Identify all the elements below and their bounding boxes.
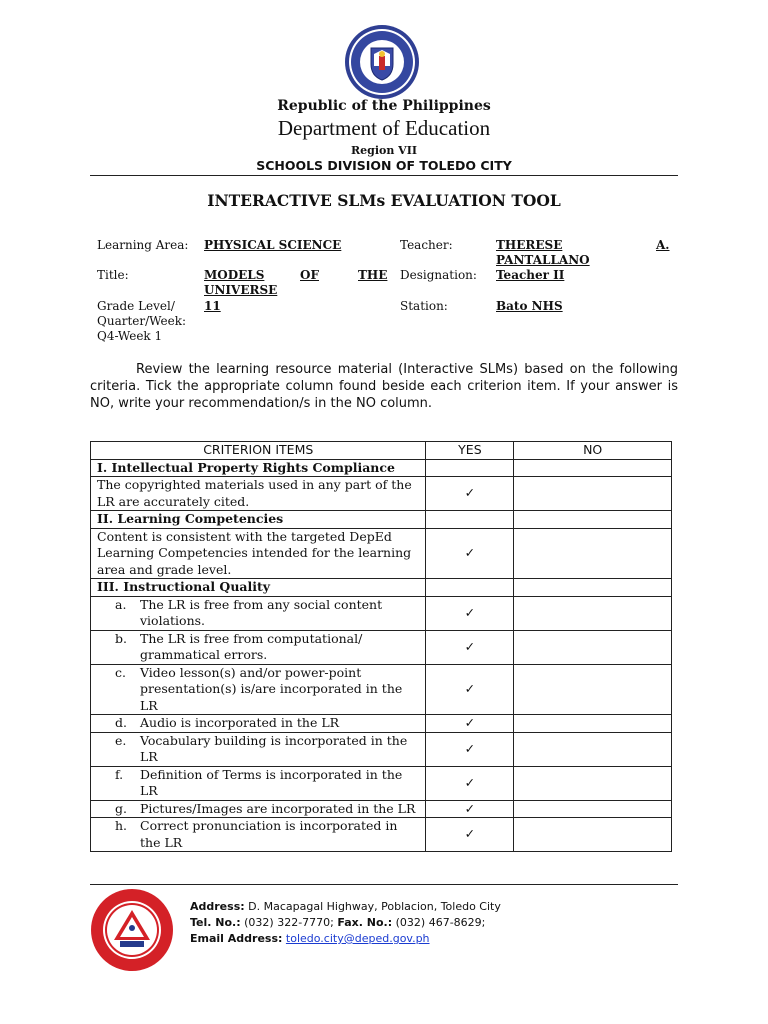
yes-check-cell[interactable] (426, 732, 514, 766)
department-heading: Department of Education (277, 116, 491, 140)
no-cell[interactable] (514, 766, 672, 800)
section-title: I. Intellectual Property Rights Compliance (91, 459, 426, 477)
criterion-text: Audio is incorporated in the LR (140, 715, 340, 730)
no-cell[interactable] (514, 459, 672, 477)
no-cell[interactable] (514, 818, 672, 852)
email-line (190, 931, 501, 947)
designation-value: Teacher II (496, 268, 565, 282)
yes-check-cell[interactable] (426, 528, 514, 579)
station-value: Bato NHS (496, 299, 563, 313)
grade-label-line-1: Grade Level/ (97, 299, 175, 313)
criterion-cell (91, 800, 426, 818)
header-yes: YES (426, 442, 514, 460)
no-cell[interactable] (514, 511, 672, 529)
criterion-text: The LR is free from computational/ grammatical errors. (140, 630, 363, 662)
address-value: D. Macapagal Highway, Poblacion, Toledo City (248, 900, 501, 913)
document-title: INTERACTIVE SLMs EVALUATION TOOL (207, 191, 561, 210)
header-criterion-items: CRITERION ITEMS (91, 442, 426, 460)
no-cell[interactable] (514, 800, 672, 818)
table-row (91, 766, 672, 800)
item-letter: d. (115, 715, 127, 730)
criterion-cell (91, 664, 426, 715)
title-label: Title: (97, 268, 129, 282)
check-mark-icon: ✓ (464, 638, 476, 654)
check-mark-icon: ✓ (464, 800, 476, 816)
item-letter: g. (115, 800, 127, 816)
criterion-text: The LR is free from any social content violations. (140, 596, 383, 628)
republic-heading: Republic of the Philippines (277, 98, 491, 114)
check-mark-icon: ✓ (464, 740, 476, 756)
email-link[interactable]: toledo.city@deped.gov.ph (285, 932, 430, 945)
check-mark-icon: ✓ (464, 604, 476, 620)
instructions-paragraph (90, 361, 678, 412)
criterion-cell (91, 766, 426, 800)
criterion-cell (91, 715, 426, 733)
division-heading: SCHOOLS DIVISION OF TOLEDO CITY (256, 158, 512, 173)
no-cell[interactable] (514, 732, 672, 766)
address-label: Address: (190, 900, 245, 913)
yes-check-cell[interactable] (426, 715, 514, 733)
title-value-word-2: OF (300, 268, 319, 282)
region-heading: Region VII (351, 144, 417, 157)
yes-check-cell[interactable] (426, 596, 514, 630)
footer-contact (190, 899, 501, 947)
yes-cell[interactable] (426, 459, 514, 477)
criterion-cell (91, 732, 426, 766)
criterion-text: Content is consistent with the targeted DepEd Learning Competencies intended for the learning area and grade level. (91, 528, 426, 579)
no-cell[interactable] (514, 715, 672, 733)
table-row (91, 818, 672, 852)
section-title: II. Learning Competencies (91, 511, 426, 529)
division-seal-logo (90, 888, 174, 972)
item-letter: e. (115, 732, 127, 748)
no-cell[interactable] (514, 477, 672, 511)
table-row (91, 477, 672, 511)
table-row (91, 596, 672, 630)
teacher-value-initial: A. (656, 238, 670, 252)
tel-value: (032) 322-7770; (244, 916, 334, 929)
email-label: Email Address: (190, 932, 283, 945)
section-row (91, 579, 672, 597)
yes-cell[interactable] (426, 579, 514, 597)
teacher-label: Teacher: (400, 238, 453, 252)
section-row (91, 511, 672, 529)
deped-seal-logo (344, 24, 420, 100)
tel-label: Tel. No.: (190, 916, 241, 929)
no-cell[interactable] (514, 596, 672, 630)
table-row (91, 732, 672, 766)
yes-check-cell[interactable] (426, 818, 514, 852)
section-title: III. Instructional Quality (91, 579, 426, 597)
address-line (190, 899, 501, 915)
item-letter: b. (115, 630, 127, 646)
grade-label-line-3: Q4-Week 1 (97, 329, 163, 343)
phone-line (190, 915, 501, 931)
table-row (91, 630, 672, 664)
fax-label: Fax. No.: (337, 916, 393, 929)
criterion-text: Correct pronunciation is incorporated in the LR (140, 818, 398, 850)
criteria-table (90, 441, 672, 852)
criterion-cell (91, 596, 426, 630)
check-mark-icon: ✓ (464, 545, 476, 560)
criterion-text: Vocabulary building is incorporated in the LR (140, 732, 408, 764)
check-mark-icon: ✓ (464, 715, 476, 730)
instructions-text: Review the learning resource material (Interactive SLMs) based on the following criteria. Tick the appropriate column found beside each criterion item. If your answer is NO, write your recommendation/s in the NO column. (90, 362, 678, 411)
item-letter: c. (115, 664, 126, 680)
header-no: NO (514, 442, 672, 460)
no-cell[interactable] (514, 528, 672, 579)
station-label: Station: (400, 299, 448, 313)
criterion-text: Pictures/Images are incorporated in the LR (140, 800, 416, 816)
table-row (91, 528, 672, 579)
criterion-cell (91, 818, 426, 852)
yes-check-cell[interactable] (426, 477, 514, 511)
learning-area-label: Learning Area: (97, 238, 189, 252)
check-mark-icon: ✓ (464, 681, 476, 696)
check-mark-icon: ✓ (464, 774, 476, 790)
title-value-word-3: THE (358, 268, 388, 282)
item-letter: f. (115, 766, 124, 782)
yes-check-cell[interactable] (426, 800, 514, 818)
item-letter: h. (115, 818, 128, 833)
yes-check-cell[interactable] (426, 664, 514, 715)
item-letter: a. (115, 596, 127, 612)
no-cell[interactable] (514, 630, 672, 664)
no-cell[interactable] (514, 579, 672, 597)
teacher-value-last: PANTALLANO (496, 253, 590, 267)
teacher-value-first: THERESE (496, 238, 563, 252)
table-row (91, 715, 672, 733)
yes-cell[interactable] (426, 511, 514, 529)
learning-area-value: PHYSICAL SCIENCE (204, 238, 342, 252)
criterion-cell (91, 630, 426, 664)
check-mark-icon: ✓ (464, 826, 476, 842)
designation-label: Designation: (400, 268, 477, 282)
check-mark-icon: ✓ (464, 485, 476, 501)
yes-check-cell[interactable] (426, 630, 514, 664)
yes-check-cell[interactable] (426, 766, 514, 800)
no-cell[interactable] (514, 664, 672, 715)
grade-label-line-2: Quarter/Week: (97, 314, 187, 328)
title-value-word-1: MODELS (204, 268, 265, 282)
section-row (91, 459, 672, 477)
fax-value: (032) 467-8629; (395, 916, 486, 929)
criterion-text: Definition of Terms is incorporated in the LR (140, 766, 403, 798)
criterion-text: The copyrighted materials used in any part of the LR are accurately cited. (91, 477, 426, 511)
criterion-text: Video lesson(s) and/or power-point presentation(s) is/are incorporated in the LR (140, 664, 403, 713)
table-row (91, 664, 672, 715)
footer-divider (90, 884, 678, 885)
table-header-row (91, 442, 672, 460)
grade-value: 11 (204, 299, 221, 313)
table-row (91, 800, 672, 818)
header-divider (90, 175, 678, 176)
title-value-word-4: UNIVERSE (204, 283, 278, 297)
